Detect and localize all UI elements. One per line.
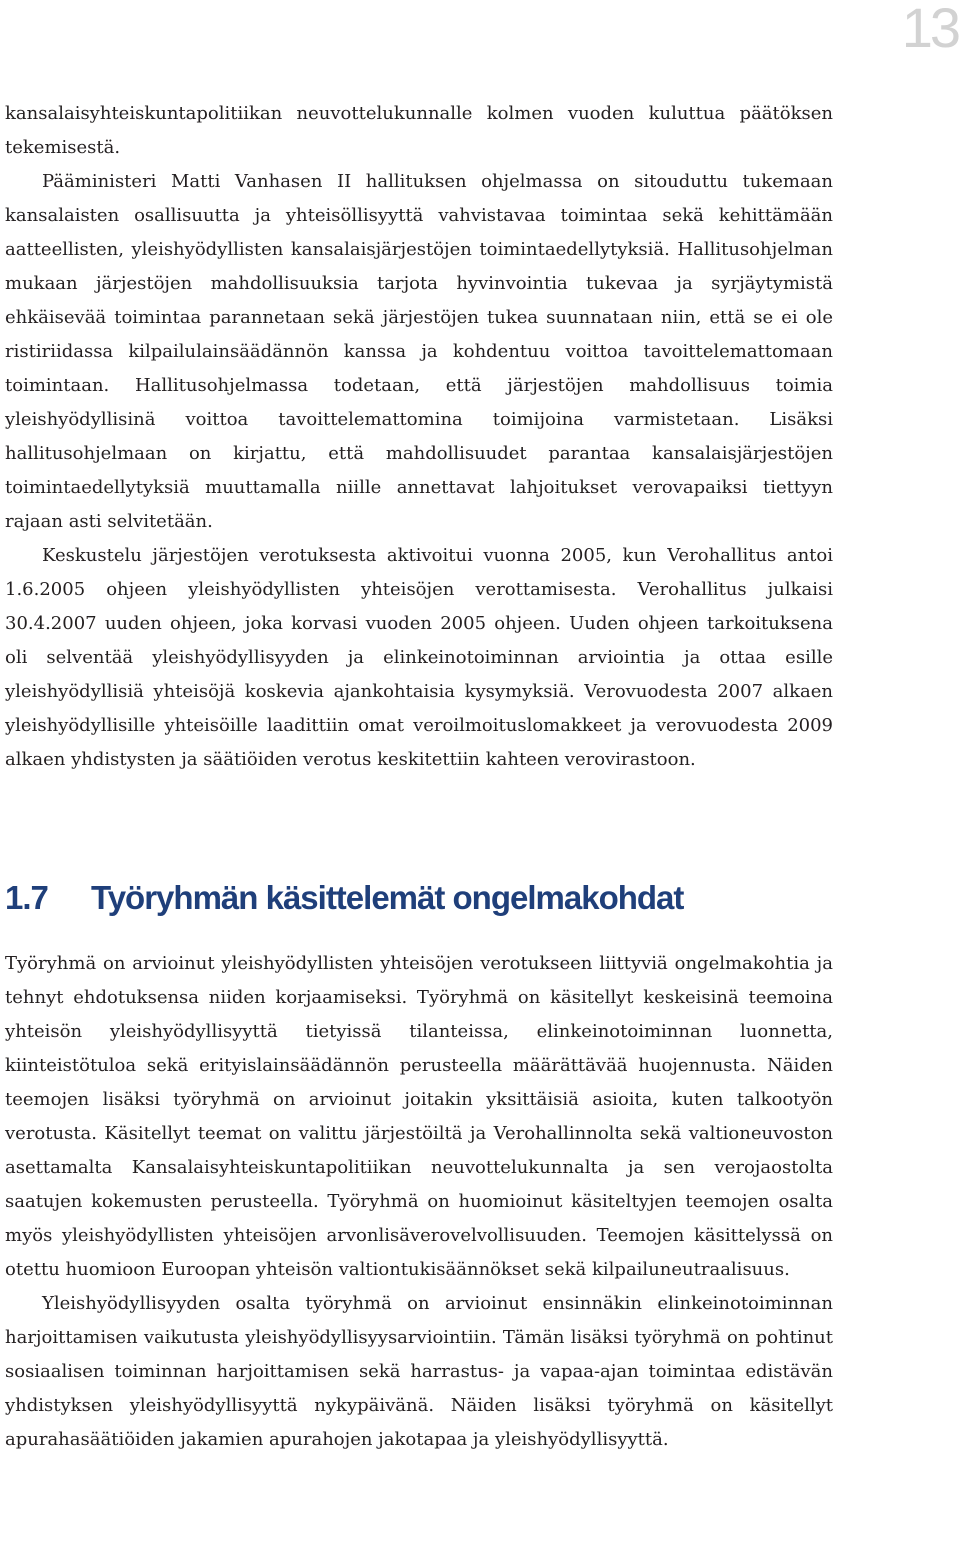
intro-text-block xyxy=(5,97,833,777)
paragraph-taxation-discussion: Keskustelu järjestöjen verotuksesta aktivoitui vuonna 2005, kun Verohallitus antoi 1.6.2005 ohjeen yleishyödyllisten yhteisöjen verottamisesta. Verohallitus julkaisi 30.4.2007 uuden ohjeen, joka korvasi vuoden 2005 ohjeen. Uuden ohjeen tarkoituksena oli selventää yleishyödyllisyyden ja elinkeinotoiminnan arviointia ja ottaa esille yleishyödyllisiä yhteisöjä koskevia ajankohtaisia kysymyksiä. Verovuodesta 2007 alkaen yleishyödyllisille yhteisöille laadittiin omat veroilmoituslomakkeet ja verovuodesta 2009 alkaen yhdistysten ja säätiöiden verotus keskitettiin kahteen verovirastoon. xyxy=(5,545,833,770)
paragraph-public-benefit: Yleishyödyllisyyden osalta työryhmä on arvioinut ensinnäkin elinkeinotoiminnan harjoittamisen vaikutusta yleishyödyllisyysarviointiin. Tämän lisäksi työryhmä on pohtinut sosiaalisen toiminnan harjoittamisen sekä harrastus- ja vapaa-ajan toimintaa edistävän yhdistyksen yleishyödyllisyyttä nykypäivänä. Näiden lisäksi työryhmä on käsitellyt apurahasäätiöiden jakamien apurahojen jakotapaa ja yleishyödyllisyyttä. xyxy=(5,1293,833,1450)
section-heading xyxy=(5,876,683,920)
paragraph-government-programme: Pääministeri Matti Vanhasen II hallituksen ohjelmassa on sitouduttu tukemaan kansalaisten osallisuutta ja yhteisöllisyyttä vahvistavaa toimintaa sekä kehittämään aatteellisten, yleishyödyllisten kansalaisjärjestöjen toimintaedellytyksiä. Hallitusohjelman mukaan järjestöjen mahdollisuuksia tarjota hyvinvointia tukevaa ja syrjäytymistä ehkäisevää toimintaa parannetaan sekä järjestöjen tukea suunnataan niin, että se ei ole ristiriidassa kilpailulainsäädännön kanssa ja kohdentuu voittoa tavoittelemattomaan toimintaan. Hallitusohjelmassa todetaan, että järjestöjen mahdollisuus toimia yleishyödyllisinä voittoa tavoittelemattomina toimijoina varmistetaan. Lisäksi hallitusohjelmaan on kirjattu, että mahdollisuudet parantaa kansalaisjärjestöjen toimintaedellytyksiä muuttamalla niille annettavat lahjoitukset verovapaiksi tiettyyn rajaan asti selvitetään. xyxy=(5,171,833,532)
paragraph-continuation: kansalaisyhteiskuntapolitiikan neuvottelukunnalle kolmen vuoden kuluttua päätöksen tekemisestä. xyxy=(5,103,833,158)
section-text-block xyxy=(5,947,833,1457)
section-title: Työryhmän käsittelemät ongelmakohdat xyxy=(91,879,684,916)
section-number: 1.7 xyxy=(5,879,48,916)
page-number: 13 xyxy=(901,0,958,59)
paragraph-problem-areas: Työryhmä on arvioinut yleishyödyllisten yhteisöjen verotukseen liittyviä ongelmakohtia ja tehnyt ehdotuksensa niiden korjaamiseksi. Työryhmä on käsitellyt keskeisinä teemoina yhteisön yleishyödyllisyyttä tietyissä tilanteissa, elinkeinotoiminnan luonnetta, kiinteistötuloa sekä erityislainsäädännön perusteella määrättävää huojennusta. Näiden teemojen lisäksi työryhmä on arvioinut joitakin yksittäisiä asioita, kuten talkootyön verotusta. Käsitellyt teemat on valittu järjestöiltä ja Verohallinnolta sekä valtioneuvoston asettamalta Kansalaisyhteiskuntapolitiikan neuvottelukunnalta ja sen verojaostolta saatujen kokemusten perusteella. Työryhmä on huomioinut käsiteltyjen teemojen osalta myös yleishyödyllisten yhteisöjen arvonlisäverovelvollisuuden. Teemojen käsittelyssä on otettu huomioon Euroopan yhteisön valtiontukisäännökset sekä kilpailuneutraalisuus. xyxy=(5,953,833,1280)
